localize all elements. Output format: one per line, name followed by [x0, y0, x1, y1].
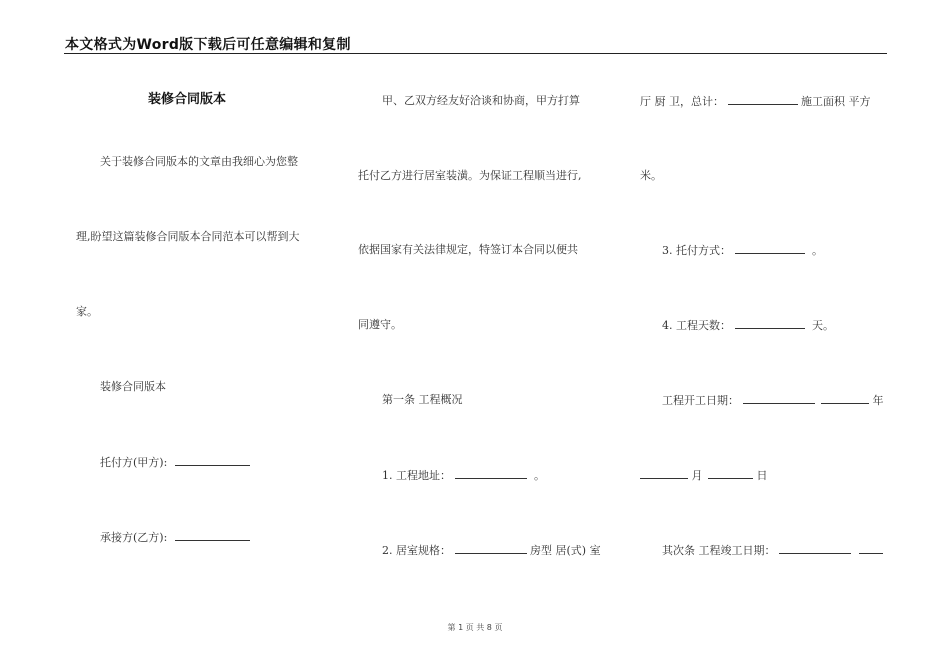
- end-date-blank-2: [859, 543, 883, 554]
- area-field: [640, 94, 871, 109]
- item-2-label: 2. 居室规格：: [382, 544, 451, 557]
- item-3-blank: [735, 243, 805, 254]
- start-date-blank-2: [821, 393, 869, 404]
- day-label: 日: [756, 469, 768, 482]
- page-number: 第 1 页 共 8 页: [447, 623, 503, 632]
- day-blank: [708, 468, 753, 479]
- start-date-field: [662, 393, 884, 408]
- area-end: 施工面积 平方: [801, 95, 871, 108]
- para-line-1: 甲、乙双方经友好洽谈和协商，甲方打算: [382, 94, 580, 107]
- column-middle: [358, 0, 618, 672]
- item-4-label: 4. 工程天数：: [662, 319, 731, 332]
- item-1-end: 。: [534, 469, 545, 482]
- party-b-field: [100, 530, 250, 545]
- article-1-heading: 第一条 工程概况: [382, 393, 463, 406]
- item-3-end: 。: [812, 244, 823, 257]
- party-b-blank: [175, 530, 250, 541]
- intro-line-1: 关于装修合同版本的文章由我细心为您整: [100, 155, 298, 168]
- item-2-field: [382, 543, 601, 558]
- item-3-label: 3. 托付方式：: [662, 244, 731, 257]
- month-blank: [640, 468, 688, 479]
- intro-line-3: 家。: [76, 305, 98, 318]
- area-label: 厅 厨 卫，总计：: [640, 95, 724, 108]
- contract-name: 装修合同版本: [100, 380, 166, 393]
- item-1-blank: [455, 468, 527, 479]
- area-unit: 米。: [640, 169, 662, 182]
- item-2-end: 房型 居(式) 室: [530, 544, 601, 557]
- article-2-field: [662, 543, 883, 558]
- column-left: [76, 0, 336, 672]
- intro-line-2: 理,盼望这篇装修合同版本合同范本可以帮到大: [76, 230, 300, 243]
- year-label: 年: [872, 394, 884, 407]
- month-day-field: [640, 468, 768, 483]
- item-1-label: 1. 工程地址：: [382, 469, 451, 482]
- item-3-field: [662, 243, 823, 258]
- para-line-4: 同遵守。: [358, 318, 402, 331]
- area-blank: [728, 94, 798, 105]
- party-a-label: 托付方(甲方):: [100, 456, 168, 469]
- party-b-label: 承接方(乙方):: [100, 531, 168, 544]
- item-4-field: [662, 318, 834, 333]
- start-date-blank-1: [743, 393, 815, 404]
- item-1-field: [382, 468, 545, 483]
- item-4-blank: [735, 318, 805, 329]
- para-line-3: 依据国家有关法律规定，特签订本合同以便共: [358, 243, 578, 256]
- document-title: 装修合同版本: [148, 92, 227, 107]
- article-2-heading: 其次条 工程竣工日期：: [662, 544, 776, 557]
- column-right: [638, 0, 898, 672]
- party-a-field: [100, 455, 250, 470]
- document-header: 本文格式为Word版下载后可任意编辑和复制: [65, 37, 351, 53]
- item-4-end: 天。: [812, 319, 834, 332]
- para-line-2: 托付乙方进行居室装潢。为保证工程顺当进行,: [358, 169, 582, 182]
- party-a-blank: [175, 455, 250, 466]
- start-date-label: 工程开工日期：: [662, 394, 739, 407]
- item-2-blank: [455, 543, 527, 554]
- end-date-blank-1: [779, 543, 851, 554]
- month-label: 月: [691, 469, 703, 482]
